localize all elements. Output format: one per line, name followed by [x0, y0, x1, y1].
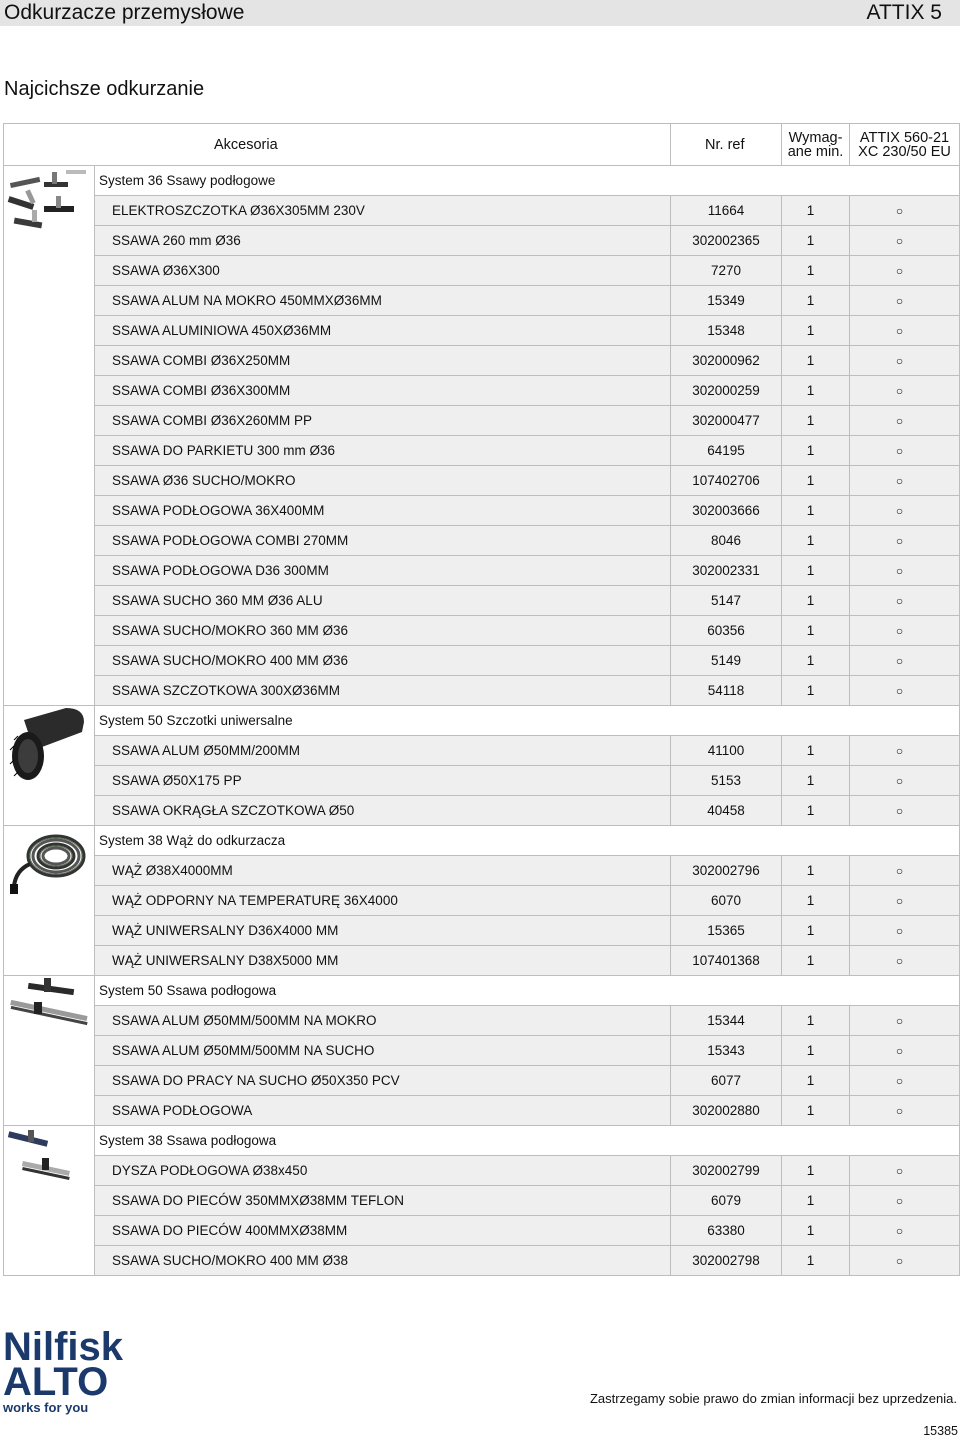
table-row [4, 1006, 960, 1036]
item-name: SSAWA SZCZOTKOWA 300XØ36MM [95, 676, 671, 706]
item-min-qty: 1 [782, 376, 850, 406]
logo-line1: Nilfisk [3, 1325, 124, 1369]
table-row [4, 946, 960, 976]
item-availability: ○ [850, 286, 960, 316]
item-min-qty: 1 [782, 856, 850, 886]
item-name: SSAWA ALUM Ø50MM/500MM NA MOKRO [95, 1006, 671, 1036]
item-min-qty: 1 [782, 466, 850, 496]
item-name: SSAWA PODŁOGOWA COMBI 270MM [95, 526, 671, 556]
item-name: SSAWA DO PIECÓW 350MMXØ38MM TEFLON [95, 1186, 671, 1216]
item-ref: 63380 [671, 1216, 782, 1246]
item-availability: ○ [850, 736, 960, 766]
item-name: SSAWA Ø36 SUCHO/MOKRO [95, 466, 671, 496]
table-row [4, 916, 960, 946]
item-availability: ○ [850, 1066, 960, 1096]
item-availability: ○ [850, 226, 960, 256]
item-ref: 302000477 [671, 406, 782, 436]
item-availability: ○ [850, 196, 960, 226]
table-row [4, 346, 960, 376]
item-min-qty: 1 [782, 646, 850, 676]
column-header-min-line2: ane min. [787, 143, 844, 160]
item-min-qty: 1 [782, 946, 850, 976]
item-ref: 6070 [671, 886, 782, 916]
item-availability: ○ [850, 856, 960, 886]
page-number: 15385 [923, 1424, 958, 1438]
page-subtitle: Najcichsze odkurzanie [4, 78, 205, 100]
item-ref: 15348 [671, 316, 782, 346]
logo-line2: ALTO [3, 1360, 109, 1404]
group-row [4, 976, 960, 1006]
item-availability: ○ [850, 796, 960, 826]
floor-nozzles-set-icon [4, 166, 95, 706]
item-availability: ○ [850, 946, 960, 976]
accessories-table [3, 123, 960, 1276]
table-header-row [4, 124, 960, 166]
item-ref: 302002799 [671, 1156, 782, 1186]
floor-nozzle-pair-icon [4, 1126, 95, 1276]
item-min-qty: 1 [782, 196, 850, 226]
table-row [4, 316, 960, 346]
item-ref: 6077 [671, 1066, 782, 1096]
item-min-qty: 1 [782, 346, 850, 376]
table-row [4, 1036, 960, 1066]
item-ref: 302002331 [671, 556, 782, 586]
table-row [4, 496, 960, 526]
item-availability: ○ [850, 316, 960, 346]
item-name: SSAWA SUCHO/MOKRO 400 MM Ø38 [95, 1246, 671, 1276]
item-ref: 15344 [671, 1006, 782, 1036]
item-name: SSAWA ALUM Ø50MM/500MM NA SUCHO [95, 1036, 671, 1066]
item-availability: ○ [850, 916, 960, 946]
item-name: SSAWA ALUM NA MOKRO 450MMXØ36MM [95, 286, 671, 316]
table-row [4, 766, 960, 796]
item-name: SSAWA Ø50X175 PP [95, 766, 671, 796]
item-name: WĄŻ Ø38X4000MM [95, 856, 671, 886]
table-row [4, 1186, 960, 1216]
table-row [4, 466, 960, 496]
table-row [4, 796, 960, 826]
item-ref: 7270 [671, 256, 782, 286]
wide-floor-nozzle-icon [4, 976, 95, 1126]
table-row [4, 646, 960, 676]
item-availability: ○ [850, 556, 960, 586]
table-row [4, 286, 960, 316]
item-min-qty: 1 [782, 1066, 850, 1096]
item-name: WĄŻ UNIWERSALNY D38X5000 MM [95, 946, 671, 976]
item-ref: 41100 [671, 736, 782, 766]
item-name: SSAWA DO PARKIETU 300 mm Ø36 [95, 436, 671, 466]
item-availability: ○ [850, 496, 960, 526]
item-name: SSAWA SUCHO/MOKRO 400 MM Ø36 [95, 646, 671, 676]
table-row [4, 1096, 960, 1126]
item-min-qty: 1 [782, 1186, 850, 1216]
item-availability: ○ [850, 466, 960, 496]
item-min-qty: 1 [782, 316, 850, 346]
group-title: System 36 Ssawy podłogowe [95, 166, 960, 196]
table-row [4, 616, 960, 646]
item-name: SSAWA PODŁOGOWA [95, 1096, 671, 1126]
column-header-ref: Nr. ref [671, 124, 782, 166]
item-min-qty: 1 [782, 586, 850, 616]
table-body [4, 166, 960, 1276]
item-ref: 107402706 [671, 466, 782, 496]
item-ref: 5149 [671, 646, 782, 676]
group-row [4, 1126, 960, 1156]
item-name: SSAWA COMBI Ø36X300MM [95, 376, 671, 406]
item-ref: 302003666 [671, 496, 782, 526]
column-header-min [782, 124, 850, 166]
item-availability: ○ [850, 1156, 960, 1186]
item-name: SSAWA 260 mm Ø36 [95, 226, 671, 256]
item-name: SSAWA SUCHO 360 MM Ø36 ALU [95, 586, 671, 616]
item-min-qty: 1 [782, 526, 850, 556]
round-brush-icon [4, 706, 95, 826]
item-name: SSAWA PODŁOGOWA D36 300MM [95, 556, 671, 586]
item-min-qty: 1 [782, 256, 850, 286]
column-header-model-line1: ATTIX 560-21 [859, 129, 950, 146]
item-ref: 302002796 [671, 856, 782, 886]
table-row [4, 436, 960, 466]
item-ref: 6079 [671, 1186, 782, 1216]
item-ref: 15349 [671, 286, 782, 316]
item-ref: 15343 [671, 1036, 782, 1066]
table-row [4, 1246, 960, 1276]
table-row [4, 196, 960, 226]
item-min-qty: 1 [782, 676, 850, 706]
item-min-qty: 1 [782, 1036, 850, 1066]
item-min-qty: 1 [782, 556, 850, 586]
item-ref: 5147 [671, 586, 782, 616]
item-name: SSAWA PODŁOGOWA 36X400MM [95, 496, 671, 526]
item-min-qty: 1 [782, 796, 850, 826]
model-title: ATTIX 5 [866, 1, 942, 24]
group-row [4, 706, 960, 736]
item-availability: ○ [850, 586, 960, 616]
item-ref: 40458 [671, 796, 782, 826]
item-availability: ○ [850, 436, 960, 466]
item-availability: ○ [850, 1246, 960, 1276]
item-availability: ○ [850, 376, 960, 406]
table-row [4, 556, 960, 586]
item-ref: 60356 [671, 616, 782, 646]
item-name: WĄŻ UNIWERSALNY D36X4000 MM [95, 916, 671, 946]
item-min-qty: 1 [782, 766, 850, 796]
table-row [4, 676, 960, 706]
item-name: WĄŻ ODPORNY NA TEMPERATURĘ 36X4000 [95, 886, 671, 916]
item-name: SSAWA OKRĄGŁA SZCZOTKOWA Ø50 [95, 796, 671, 826]
table-row [4, 736, 960, 766]
item-ref: 302002798 [671, 1246, 782, 1276]
item-min-qty: 1 [782, 1096, 850, 1126]
item-min-qty: 1 [782, 736, 850, 766]
item-min-qty: 1 [782, 1246, 850, 1276]
item-min-qty: 1 [782, 1006, 850, 1036]
item-name: DYSZA PODŁOGOWA Ø38x450 [95, 1156, 671, 1186]
item-availability: ○ [850, 526, 960, 556]
table-row [4, 886, 960, 916]
item-ref: 64195 [671, 436, 782, 466]
column-header-min-line1: Wymag- [788, 129, 843, 146]
column-header-accessories: Akcesoria [4, 124, 671, 166]
item-availability: ○ [850, 1216, 960, 1246]
item-min-qty: 1 [782, 286, 850, 316]
item-min-qty: 1 [782, 616, 850, 646]
group-row [4, 166, 960, 196]
item-name: SSAWA DO PRACY NA SUCHO Ø50X350 PCV [95, 1066, 671, 1096]
nilfisk-alto-logo [3, 1320, 163, 1416]
item-ref: 302000962 [671, 346, 782, 376]
item-ref: 8046 [671, 526, 782, 556]
item-name: SSAWA COMBI Ø36X260MM PP [95, 406, 671, 436]
item-availability: ○ [850, 646, 960, 676]
item-name: SSAWA ALUM Ø50MM/200MM [95, 736, 671, 766]
table-row [4, 586, 960, 616]
group-row [4, 826, 960, 856]
item-ref: 302000259 [671, 376, 782, 406]
column-header-model [850, 124, 960, 166]
item-ref: 302002880 [671, 1096, 782, 1126]
table-row [4, 256, 960, 286]
item-availability: ○ [850, 1186, 960, 1216]
item-min-qty: 1 [782, 226, 850, 256]
item-min-qty: 1 [782, 1156, 850, 1186]
item-min-qty: 1 [782, 406, 850, 436]
item-ref: 11664 [671, 196, 782, 226]
page-header [0, 0, 960, 26]
item-ref: 302002365 [671, 226, 782, 256]
item-availability: ○ [850, 1096, 960, 1126]
group-title: System 50 Ssawa podłogowa [95, 976, 960, 1006]
logo-tagline: works for you [3, 1400, 89, 1415]
table-row [4, 856, 960, 886]
item-availability: ○ [850, 766, 960, 796]
item-ref: 54118 [671, 676, 782, 706]
column-header-model-line2: XC 230/50 EU [858, 143, 951, 160]
disclaimer: Zastrzegamy sobie prawo do zmian informacji bez uprzedzenia. [589, 1391, 957, 1406]
item-availability: ○ [850, 406, 960, 436]
item-name: SSAWA COMBI Ø36X250MM [95, 346, 671, 376]
item-availability: ○ [850, 256, 960, 286]
item-ref: 5153 [671, 766, 782, 796]
table-row [4, 1066, 960, 1096]
item-availability: ○ [850, 676, 960, 706]
item-min-qty: 1 [782, 436, 850, 466]
item-name: SSAWA DO PIECÓW 400MMXØ38MM [95, 1216, 671, 1246]
item-availability: ○ [850, 886, 960, 916]
category-title: Odkurzacze przemysłowe [4, 1, 245, 24]
item-availability: ○ [850, 1036, 960, 1066]
table-row [4, 226, 960, 256]
item-availability: ○ [850, 346, 960, 376]
item-ref: 107401368 [671, 946, 782, 976]
item-availability: ○ [850, 1006, 960, 1036]
item-min-qty: 1 [782, 1216, 850, 1246]
item-name: SSAWA Ø36X300 [95, 256, 671, 286]
table-row [4, 1216, 960, 1246]
item-name: SSAWA ALUMINIOWA 450XØ36MM [95, 316, 671, 346]
group-title: System 38 Wąż do odkurzacza [95, 826, 960, 856]
item-availability: ○ [850, 616, 960, 646]
item-min-qty: 1 [782, 496, 850, 526]
table-row [4, 406, 960, 436]
group-title: System 50 Szczotki uniwersalne [95, 706, 960, 736]
item-name: SSAWA SUCHO/MOKRO 360 MM Ø36 [95, 616, 671, 646]
table-row [4, 1156, 960, 1186]
table-row [4, 376, 960, 406]
group-title: System 38 Ssawa podłogowa [95, 1126, 960, 1156]
item-ref: 15365 [671, 916, 782, 946]
table-row [4, 526, 960, 556]
item-name: ELEKTROSZCZOTKA Ø36X305MM 230V [95, 196, 671, 226]
coiled-hose-icon [4, 826, 95, 976]
item-min-qty: 1 [782, 886, 850, 916]
item-min-qty: 1 [782, 916, 850, 946]
